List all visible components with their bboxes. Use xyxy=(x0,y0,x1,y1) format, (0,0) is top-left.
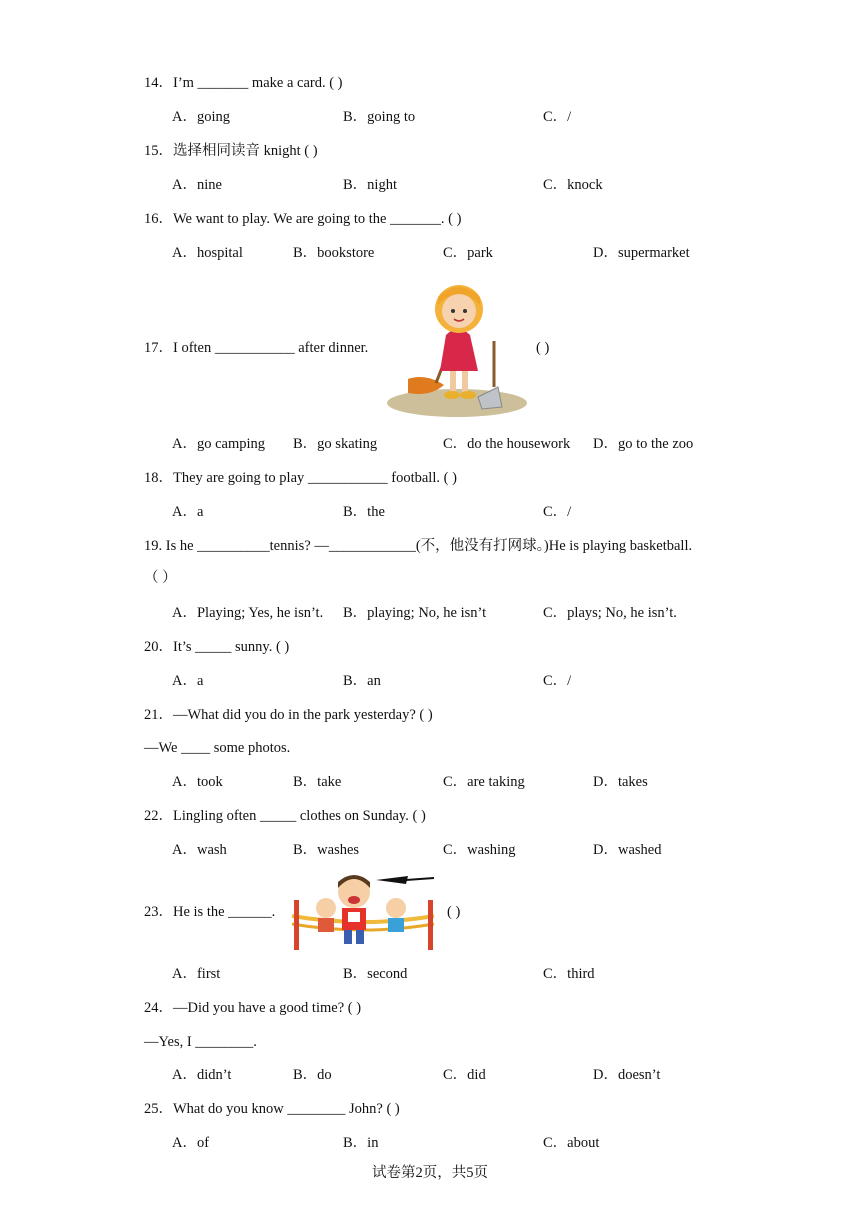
question-19-option-a[interactable]: A．Playing; Yes, he isn’t. xyxy=(172,605,324,621)
question-20-option-b[interactable]: B．an xyxy=(343,673,381,689)
question-14-option-b[interactable]: B．going to xyxy=(343,109,416,125)
question-16-option-c[interactable]: C．park xyxy=(443,245,493,261)
question-16-option-b[interactable]: B．bookstore xyxy=(293,245,375,261)
question-24-response: —Yes, I ________. xyxy=(144,1034,257,1050)
question-21-option-d[interactable]: D．takes xyxy=(593,774,648,790)
question-15-stem: 15．选择相同读音 knight ( ) xyxy=(144,143,318,159)
question-22-option-b[interactable]: B．washes xyxy=(293,842,360,858)
question-21-option-a[interactable]: A．took xyxy=(172,774,223,790)
question-25-stem: 25．What do you know ________ John? ( ) xyxy=(144,1101,400,1117)
question-16-option-d[interactable]: D．supermarket xyxy=(593,245,690,261)
question-17-option-c[interactable]: C．do the housework xyxy=(443,436,571,452)
question-21-stem: 21．—What did you do in the park yesterday? ( ) xyxy=(144,707,433,723)
question-15-option-b[interactable]: B．night xyxy=(343,177,397,193)
question-14-option-a[interactable]: A．going xyxy=(172,109,230,125)
question-15-option-c[interactable]: C．knock xyxy=(543,177,603,193)
question-19-answer-paren: （ ） xyxy=(144,570,177,586)
race-finish-image xyxy=(288,870,438,954)
question-23-option-a[interactable]: A．first xyxy=(172,966,221,982)
question-18-option-a[interactable]: A．a xyxy=(172,504,204,520)
question-19-stem: 19. Is he __________tennis? —____________(不，他没有打网球。)He is playing basketball. xyxy=(144,538,693,554)
question-16-stem: 16．We want to play. We are going to the _______. ( ) xyxy=(144,211,462,227)
question-23-option-c[interactable]: C．third xyxy=(543,966,595,982)
question-19-option-b[interactable]: B．playing; No, he isn’t xyxy=(343,605,487,621)
question-21-option-b[interactable]: B．take xyxy=(293,774,342,790)
question-17-option-b[interactable]: B．go skating xyxy=(293,436,378,452)
question-20-stem: 20．It’s _____ sunny. ( ) xyxy=(144,639,290,655)
question-25-option-b[interactable]: B．in xyxy=(343,1135,379,1151)
question-17-answer-paren: ( ) xyxy=(536,340,550,356)
question-23-stem: 23．He is the ______. xyxy=(144,904,276,920)
question-24-stem: 24．—Did you have a good time? ( ) xyxy=(144,1000,362,1016)
question-19-option-c[interactable]: C．plays; No, he isn’t. xyxy=(543,605,677,621)
question-14-stem: 14．I’m _______ make a card. ( ) xyxy=(144,75,343,91)
question-20-option-a[interactable]: A．a xyxy=(172,673,204,689)
question-23-answer-paren: ( ) xyxy=(447,904,461,920)
question-22-option-c[interactable]: C．washing xyxy=(443,842,516,858)
question-17-stem: 17．I often ___________ after dinner. xyxy=(144,340,369,356)
question-16-option-a[interactable]: A．hospital xyxy=(172,245,243,261)
question-22-option-d[interactable]: D．washed xyxy=(593,842,662,858)
question-24-option-c[interactable]: C．did xyxy=(443,1067,486,1083)
question-20-option-c[interactable]: C．/ xyxy=(543,673,572,689)
question-24-option-a[interactable]: A．didn’t xyxy=(172,1067,232,1083)
question-25-option-c[interactable]: C．about xyxy=(543,1135,600,1151)
page-footer: 试卷第2页，共5页 xyxy=(372,1165,488,1181)
question-14-option-c[interactable]: C．/ xyxy=(543,109,572,125)
question-15-option-a[interactable]: A．nine xyxy=(172,177,222,193)
question-21-response: —We ____ some photos. xyxy=(144,740,291,756)
question-22-option-a[interactable]: A．wash xyxy=(172,842,227,858)
question-25-option-a[interactable]: A．of xyxy=(172,1135,210,1151)
girl-sweeping-image xyxy=(386,275,528,419)
question-18-option-b[interactable]: B．the xyxy=(343,504,385,520)
question-22-stem: 22．Lingling often _____ clothes on Sunday. ( ) xyxy=(144,808,426,824)
question-17-option-a[interactable]: A．go camping xyxy=(172,436,266,452)
question-24-option-b[interactable]: B．do xyxy=(293,1067,332,1083)
question-18-stem: 18．They are going to play ___________ football. ( ) xyxy=(144,470,457,486)
question-23-option-b[interactable]: B．second xyxy=(343,966,408,982)
question-24-option-d[interactable]: D．doesn’t xyxy=(593,1067,661,1083)
question-17-option-d[interactable]: D．go to the zoo xyxy=(593,436,694,452)
question-18-option-c[interactable]: C．/ xyxy=(543,504,572,520)
question-21-option-c[interactable]: C．are taking xyxy=(443,774,525,790)
